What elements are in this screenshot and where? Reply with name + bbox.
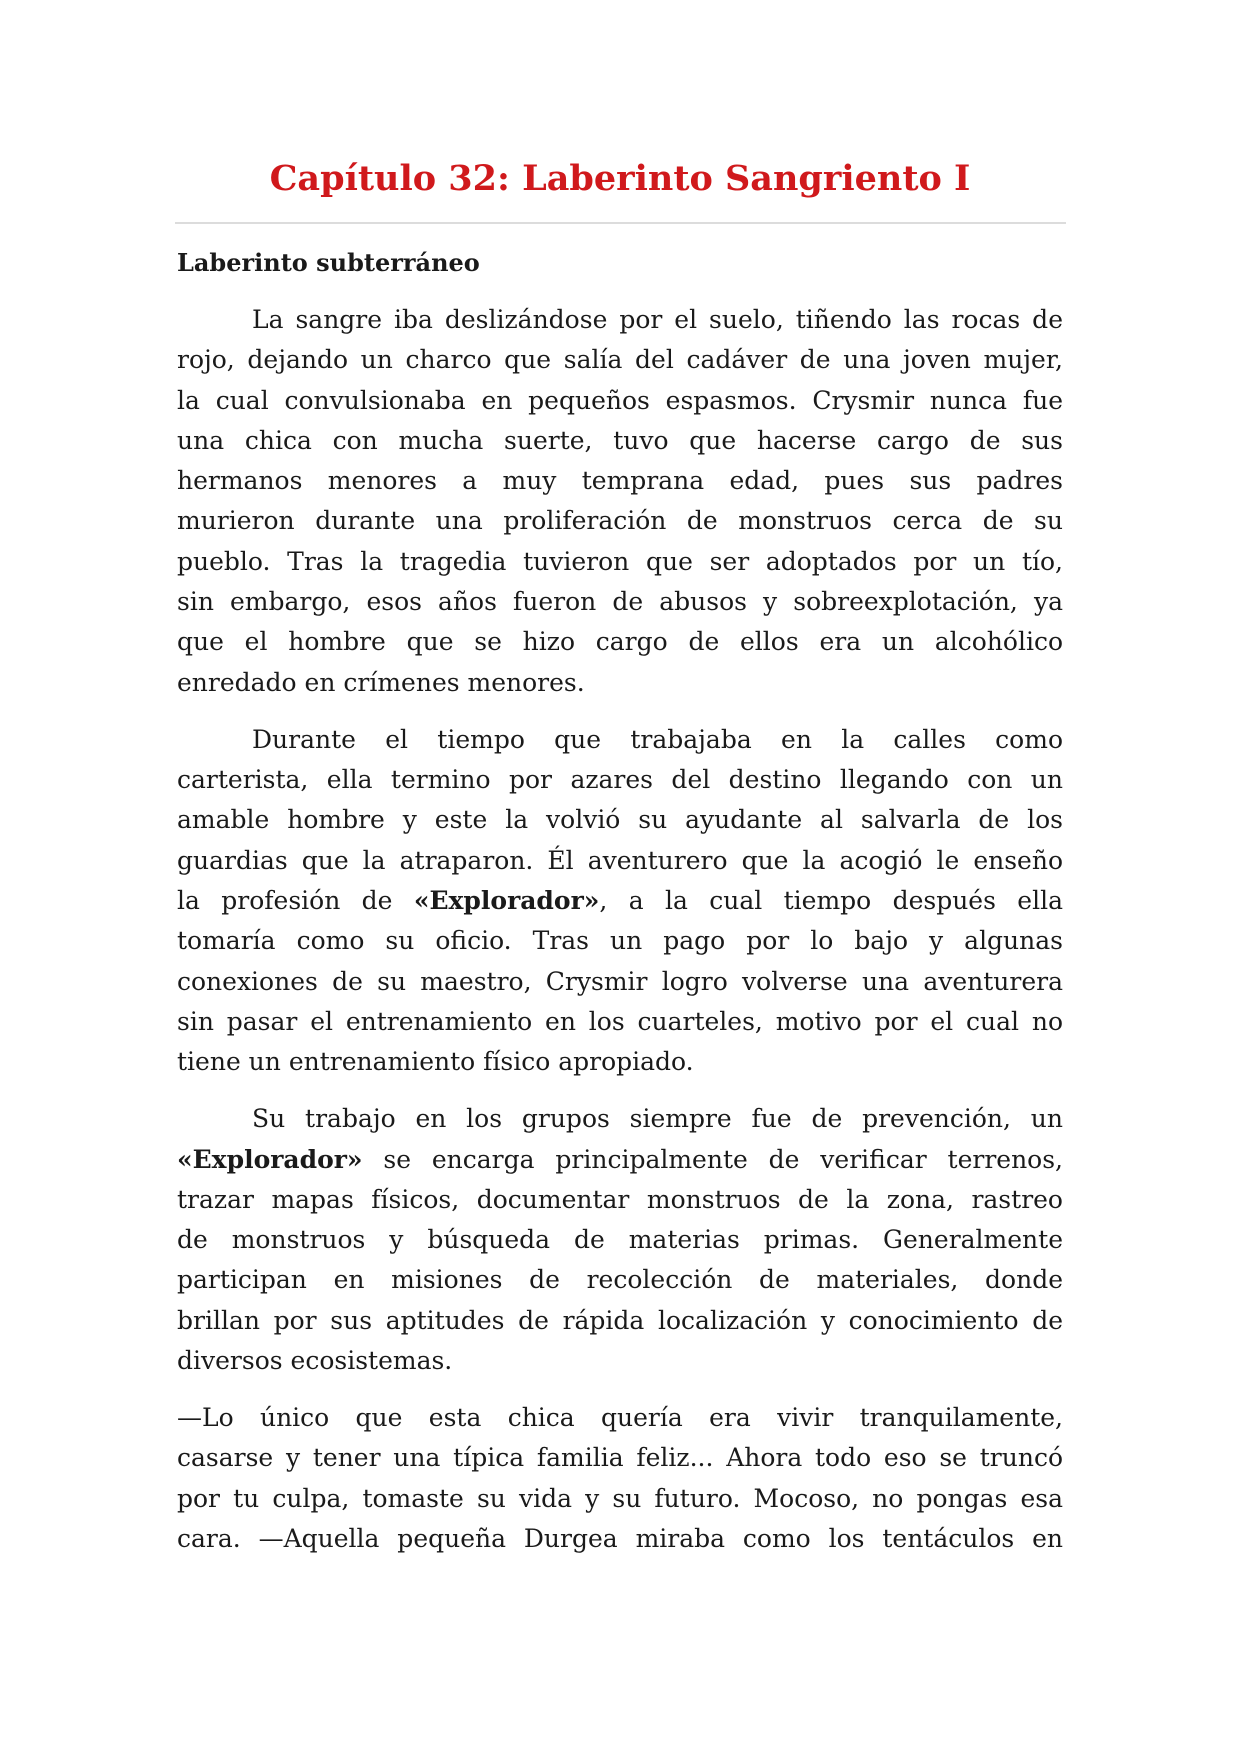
text-line: casarse y tener una típica familia feliz... Ahora todo eso se truncó [177,1443,1063,1473]
text-line: —Lo único que esta chica quería era vivir tranquilamente, [177,1403,1063,1433]
text-line: tomaría como su oficio. Tras un pago por lo bajo y algunas [177,926,1063,956]
text-line: de monstruos y búsqueda de materias primas. Generalmente [177,1225,1063,1255]
text-line: pueblo. Tras la tragedia tuvieron que ser adoptados por un tío, [177,546,1063,576]
text-line: guardias que la atraparon. Él aventurero que la acogió le enseño [177,845,1063,875]
text-line: la cual convulsionaba en pequeños espasmos. Crysmir nunca fue [177,385,1063,415]
text-line: diversos ecosistemas. [177,1346,453,1376]
text-line: cara. —Aquella pequeña Durgea miraba como los tentáculos en [177,1524,1063,1553]
text-line: amable hombre y este la volvió su ayudante al salvarla de los [177,805,1063,835]
text-line: murieron durante una proliferación de monstruos cerca de su [177,506,1063,536]
emphasized-term: «Explorador» [413,885,600,915]
text-line: La sangre iba deslizándose por el suelo, tiñendo las rocas de [252,305,1063,334]
text-line: carterista, ella termino por azares del destino llegando con un [177,765,1063,795]
text-segment: se encarga principalmente de verificar terrenos, [362,1144,1063,1174]
emphasized-term: «Explorador» [177,1144,363,1174]
text-line: Su trabajo en los grupos siempre fue de prevención, un [252,1104,1063,1134]
text-line: sin embargo, esos años fueron de abusos y sobreexplotación, ya [177,587,1063,617]
chapter-title: Capítulo 32: Laberinto Sangriento I [269,158,971,199]
text-line: trazar mapas físicos, documentar monstruos de la zona, rastreo [177,1184,1063,1214]
text-segment: , a la cual tiempo después ella [599,885,1063,915]
text-line: enredado en crímenes menores. [177,667,585,697]
text-line: rojo, dejando un charco que salía del cadáver de una joven mujer, [177,345,1063,375]
text-line: participan en misiones de recolección de materiales, donde [177,1265,1063,1295]
paragraph-3 [177,1099,1063,1381]
paragraph-2 [177,720,1063,1083]
text-line [177,1140,1063,1180]
text-line: sin pasar el entrenamiento en los cuarteles, motivo por el cual no [177,1006,1063,1036]
paragraph-4-dialogue [177,1398,1063,1559]
text-line: conexiones de su maestro, Crysmir logro volverse una aventurera [177,966,1063,996]
text-line: tiene un entrenamiento físico apropiado. [177,1047,694,1077]
paragraph-1 [177,300,1063,703]
text-line: por tu culpa, tomaste su vida y su futuro. Mocoso, no pongas esa [177,1483,1063,1513]
title-divider [175,222,1066,224]
text-line: una chica con mucha suerte, tuvo que hacerse cargo de sus [177,425,1063,455]
text-line: que el hombre que se hizo cargo de ellos era un alcohólico [177,627,1063,657]
text-line: Durante el tiempo que trabajaba en la calles como [252,724,1063,754]
text-line: brillan por sus aptitudes de rápida localización y conocimiento de [177,1305,1063,1335]
section-heading: Laberinto subterráneo [177,248,480,277]
text-segment: la profesión de [177,885,414,915]
text-line [177,881,1063,921]
chapter-body [177,300,1063,1576]
text-line: hermanos menores a muy temprana edad, pues sus padres [177,466,1063,496]
